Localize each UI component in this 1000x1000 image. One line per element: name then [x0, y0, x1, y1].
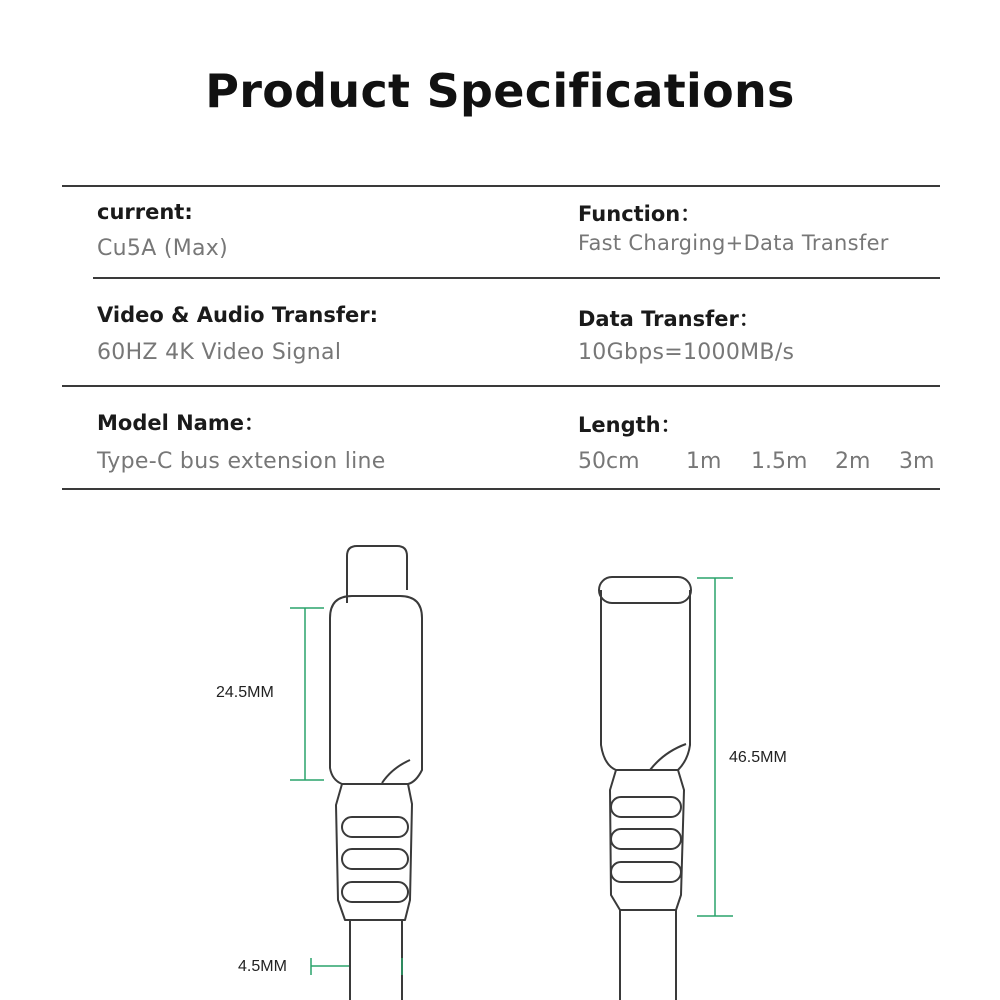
socket-grip-slot	[611, 862, 681, 882]
length-option: 3m	[899, 449, 935, 474]
socket-cable	[620, 910, 676, 1000]
data-transfer-value: 10Gbps=1000MB/s	[578, 340, 795, 365]
video-audio-value: 60HZ 4K Video Signal	[97, 340, 342, 365]
function-value: Fast Charging+Data Transfer	[578, 231, 889, 255]
row-divider-2	[62, 385, 940, 387]
plug-cable	[350, 920, 402, 1000]
plug-length-dimension-line	[290, 608, 324, 780]
socket-grip-slot	[611, 797, 681, 817]
table-bottom-rule	[62, 488, 940, 490]
data-transfer-label: Data Transfer：	[578, 307, 760, 331]
length-option: 50cm	[578, 449, 640, 474]
length-label: Length：	[578, 413, 682, 437]
socket-length-label: 46.5MM	[729, 749, 787, 766]
length-option: 2m	[835, 449, 871, 474]
thickness-label: 4.5MM	[238, 958, 287, 975]
model-name-value: Type-C bus extension line	[97, 449, 386, 474]
socket-opening	[599, 577, 691, 603]
socket-grip-slot	[611, 829, 681, 849]
page-title: Product Specifications	[205, 64, 795, 118]
plug-strain-relief	[336, 784, 412, 920]
current-label: current:	[97, 200, 193, 224]
function-label: Function：	[578, 202, 702, 226]
length-option: 1.5m	[751, 449, 808, 474]
plug-tongue	[347, 546, 407, 603]
current-value: Cu5A (Max)	[97, 236, 228, 261]
video-audio-label: Video & Audio Transfer:	[97, 303, 379, 327]
cable-diagram	[0, 500, 1000, 1000]
model-name-label: Model Name：	[97, 411, 265, 435]
plug-housing	[330, 596, 422, 784]
plug-grip-slot	[342, 882, 408, 902]
plug-grip-slot	[342, 849, 408, 869]
length-option: 1m	[686, 449, 722, 474]
row-divider-1	[93, 277, 940, 279]
plug-length-label: 24.5MM	[216, 684, 274, 701]
plug-grip-slot	[342, 817, 408, 837]
socket-length-dimension-line	[697, 578, 733, 916]
plug-neck-curve	[382, 760, 410, 783]
socket-housing	[601, 590, 690, 770]
table-top-rule	[62, 185, 940, 187]
thickness-dimension-line	[311, 958, 402, 975]
socket-strain-relief	[610, 770, 684, 910]
